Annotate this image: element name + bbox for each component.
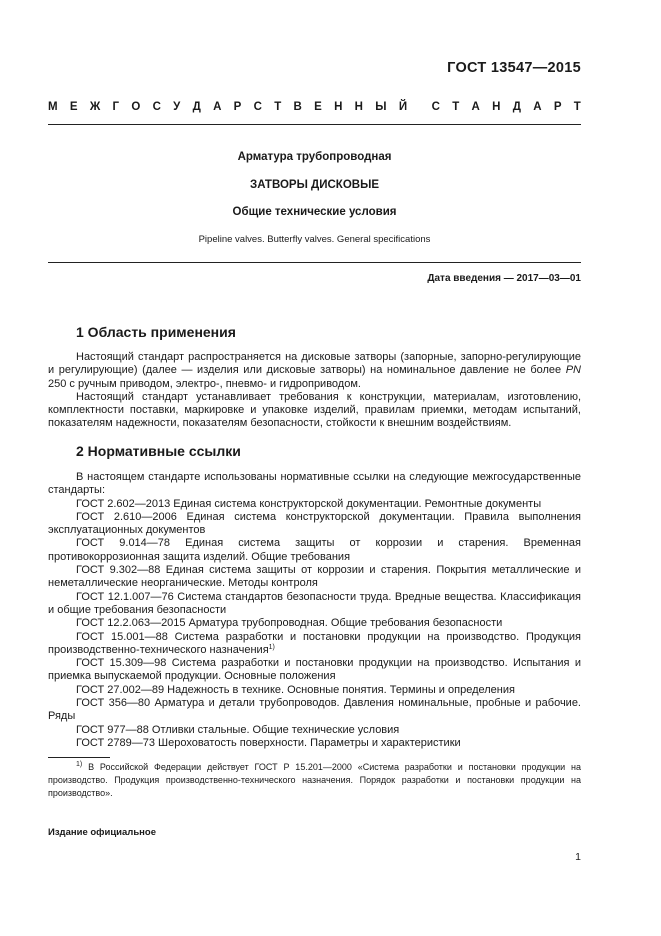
banner-letter: Д [512,101,521,113]
banner-letter: Р [233,101,242,113]
introduction-date: Дата введения — 2017—03—01 [427,273,581,284]
footnote-text: В Российской Федерации действует ГОСТ Р 15.201—2000 «Система разработки и постановки продукции на производство. Продукция производственно-технического назначения. Порядок разработки и постановки продукции на производство». [48,762,581,798]
section-2-heading: 2 Нормативные ссылки [76,443,241,459]
footnote [48,761,581,800]
title-line-1: Арматура трубопроводная [237,151,392,163]
reference-item: ГОСТ 9.014—78 Единая система защиты от коррозии и старения. Временная противокоррозионная защита изделий. Общие требования [48,537,581,563]
reference-item: ГОСТ 27.002—89 Надежность в технике. Основные понятия. Термины и определения [76,683,515,696]
banner-letter: Т [452,101,460,113]
banner-letter: Т [274,101,282,113]
title-rule [48,262,581,263]
banner-letter: Н [492,101,501,113]
banner-letter: Ы [375,101,387,113]
banner-letter: А [471,101,480,113]
section-2-intro: В настоящем стандарте использованы нормативные ссылки на следующие межгосударственные стандарты: [48,471,581,497]
banner-letter: Р [553,101,562,113]
section-1-paragraph-2: Настоящий стандарт устанавливает требования к конструкции, материалам, изготовлению, комплектности поставки, маркировке и упаковке изделий, правилам приемки, методам испытаний, показателям надежности, показателям безопасности, стойкости к внешним воздействиям. [48,390,581,430]
banner-letter: С [152,101,161,113]
section-1-paragraph-1: Настоящий стандарт распространяется на дисковые затворы (запорные, запорно-регулирующие и регулирующие) (далее — изделия или дисковые затворы) на номинальное давление не более PN 250 с ручным приводом, электро-, пневмо- и гидроприводом. [48,351,581,390]
banner-letter: Е [314,101,322,113]
reference-item: ГОСТ 356—80 Арматура и детали трубопроводов. Давления номинальные, пробные и рабочие. Ряды [48,697,581,723]
gost-number: ГОСТ 13547—2015 [447,60,581,76]
banner-letter: А [533,101,542,113]
banner-letter: М [48,101,58,113]
banner-letter: Н [354,101,363,113]
banner-letter: Е [69,101,78,113]
banner-letter: С [253,101,262,113]
official-edition-label: Издание официальное [48,827,156,838]
reference-item: ГОСТ 2.610—2006 Единая система конструкторской документации. Правила выполнения эксплуатационных документов [48,510,581,537]
reference-item: ГОСТ 15.001—88 Система разработки и постановки продукции на производство. Продукция производственно-технического назначения$^{1)}$ [48,630,581,656]
reference-item: ГОСТ 977—88 Отливки стальные. Общие технические условия [76,723,400,736]
banner-letter: В [293,101,302,113]
section-1-body [48,351,581,431]
title-line-2: ЗАТВОРЫ ДИСКОВЫЕ [249,179,379,191]
page-number: 1 [575,851,581,863]
footnote-reference[interactable]: 1) [268,643,275,651]
banner-letter: Н [334,101,343,113]
banner-letter: Й [398,101,408,113]
banner-letter: Т [573,101,581,113]
section-1-heading: 1 Область применения [76,324,236,340]
header-rule [48,124,581,125]
reference-item: ГОСТ 12.2.063—2015 Арматура трубопроводная. Общие требования безопасности [76,617,503,630]
section-2-body [48,471,581,750]
banner-letter: Ж [89,101,101,113]
banner-letter: У [173,101,181,113]
title-english: Pipeline valves. Butterfly valves. General specifications [198,234,431,245]
banner-letter: Д [192,101,201,113]
pn-symbol: PN [565,364,581,377]
reference-item: ГОСТ 2.602—2013 Единая система конструкторской документации. Ремонтные документы [76,497,542,510]
banner-letter: А [213,101,222,113]
banner-letter: О [131,101,141,113]
banner-letter: Г [112,101,120,113]
reference-item: ГОСТ 9.302—88 Единая система защиты от коррозии и старения. Покрытия металлические и неметаллические неорганические. Методы контроля [48,564,581,590]
title-line-3: Общие технические условия [232,206,397,218]
reference-item: ГОСТ 15.309—98 Система разработки и постановки продукции на производство. Испытания и приемка выпускаемой продукции. Основные положения [48,657,581,683]
reference-item: ГОСТ 12.1.007—76 Система стандартов безопасности труда. Вредные вещества. Классификация и общие требования безопасности [48,590,581,616]
reference-item: ГОСТ 2789—73 Шероховатость поверхности. Параметры и характеристики [76,736,461,749]
interstate-standard-banner [48,101,581,113]
banner-letter: С [431,101,440,113]
footnote-rule [48,757,110,758]
footnote-mark: 1) [76,761,83,768]
